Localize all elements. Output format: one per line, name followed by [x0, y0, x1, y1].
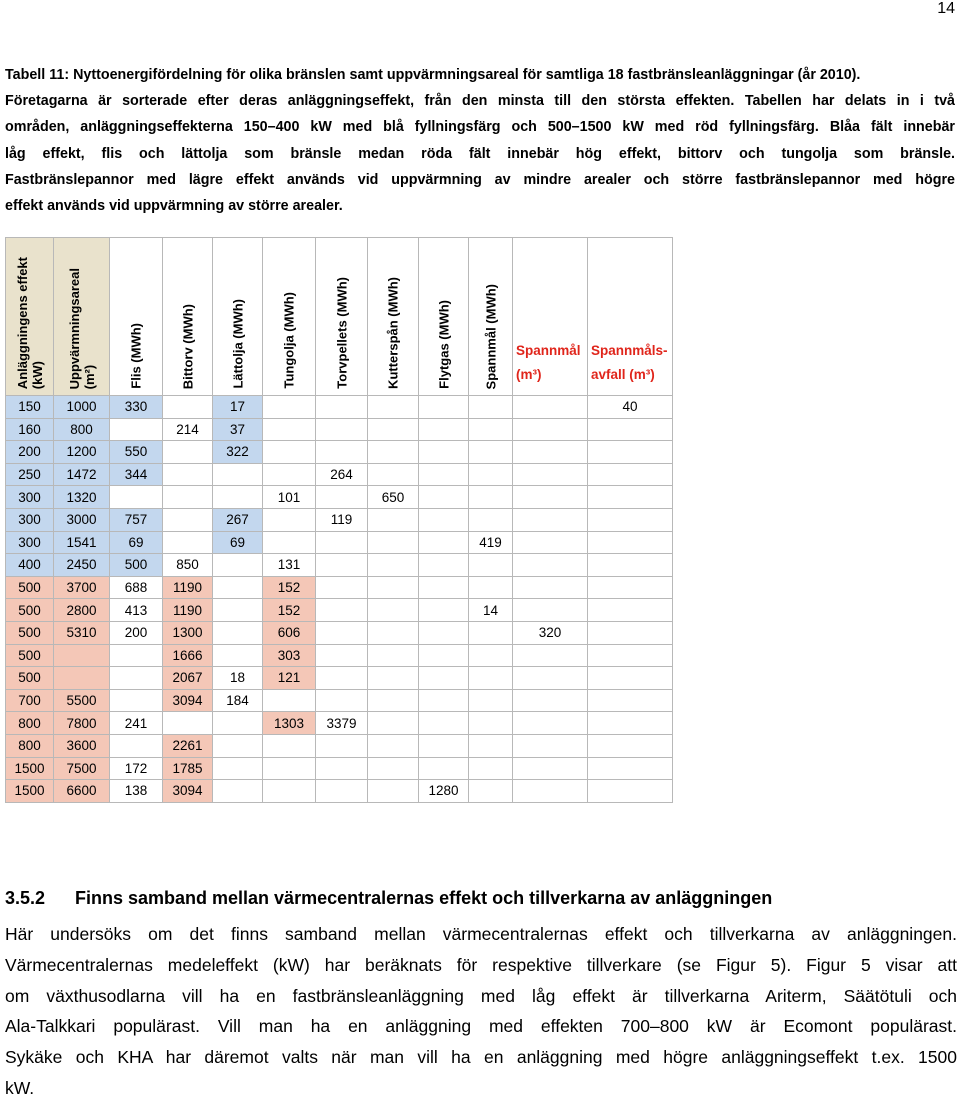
table-cell	[588, 621, 673, 644]
table-cell: 241	[110, 712, 163, 735]
table-cell	[368, 418, 419, 441]
table-cell: 264	[316, 463, 368, 486]
body-line: Värmecentralernas medeleffekt (kW) har beräknats för respektive tillverkare (se Figur 5). Figur 5 visar att	[5, 954, 957, 975]
column-header-line: Tungolja (MWh)	[281, 292, 297, 389]
table-cell: 14	[469, 599, 513, 622]
table-cell	[419, 486, 469, 509]
table-cell	[513, 780, 588, 803]
table-cell	[368, 712, 419, 735]
column-header	[54, 238, 110, 396]
table-cell	[316, 599, 368, 622]
column-header-line: Uppvärmningsareal	[66, 267, 82, 389]
table-cell	[213, 644, 263, 667]
table-cell: 300	[6, 531, 54, 554]
table-cell: 500	[110, 554, 163, 577]
table-cell	[213, 621, 263, 644]
table-cell	[263, 396, 316, 419]
table-row	[6, 531, 673, 554]
energy-distribution-table	[5, 237, 673, 803]
table-cell: 152	[263, 576, 316, 599]
table-cell	[316, 554, 368, 577]
column-header-line: (m³)	[516, 367, 542, 382]
column-header	[368, 238, 419, 396]
table-cell: 300	[6, 508, 54, 531]
table-cell	[419, 689, 469, 712]
table-cell	[588, 757, 673, 780]
table-cell	[513, 554, 588, 577]
table-cell: 1785	[163, 757, 213, 780]
table-row	[6, 780, 673, 803]
table-row	[6, 554, 673, 577]
table-cell	[213, 463, 263, 486]
table-cell	[469, 734, 513, 757]
table-cell	[419, 554, 469, 577]
column-header	[588, 238, 673, 396]
table-cell: 688	[110, 576, 163, 599]
table-cell	[419, 441, 469, 464]
column-header-label	[67, 268, 97, 389]
column-header-label	[282, 292, 297, 389]
table-cell	[469, 441, 513, 464]
table-cell: 131	[263, 554, 316, 577]
page-number: 14	[937, 0, 955, 17]
table-cell: 172	[110, 757, 163, 780]
table-cell	[588, 689, 673, 712]
table-cell: 37	[213, 418, 263, 441]
table-cell	[469, 486, 513, 509]
table-cell	[368, 396, 419, 419]
column-header	[213, 238, 263, 396]
table-cell	[110, 644, 163, 667]
column-header-label	[129, 323, 144, 389]
table-cell	[419, 757, 469, 780]
table-cell	[513, 396, 588, 419]
table-cell	[368, 734, 419, 757]
body-paragraph	[5, 919, 957, 1104]
energy-table-container	[5, 237, 668, 803]
table-cell	[316, 576, 368, 599]
table-cell: 200	[110, 621, 163, 644]
table-cell	[513, 757, 588, 780]
column-header	[110, 238, 163, 396]
table-cell	[316, 418, 368, 441]
table-cell: 152	[263, 599, 316, 622]
table-cell: 3000	[54, 508, 110, 531]
table-cell: 1320	[54, 486, 110, 509]
table-row	[6, 486, 673, 509]
table-cell	[316, 621, 368, 644]
table-cell	[513, 508, 588, 531]
table-cell: 1280	[419, 780, 469, 803]
body-line: om växthusodlarna vill ha en fastbränsleanläggning med låg effekt är tillverkarna Ariterm, Säätötuli och	[5, 985, 957, 1006]
table-cell	[316, 667, 368, 690]
table-cell	[419, 531, 469, 554]
table-cell	[469, 667, 513, 690]
table-row	[6, 757, 673, 780]
table-cell: 101	[263, 486, 316, 509]
table-cell: 550	[110, 441, 163, 464]
column-header	[316, 238, 368, 396]
table-cell	[110, 667, 163, 690]
table-cell	[368, 780, 419, 803]
table-cell	[316, 644, 368, 667]
table-cell	[368, 576, 419, 599]
table-cell	[469, 757, 513, 780]
table-cell: 1666	[163, 644, 213, 667]
table-cell	[316, 734, 368, 757]
table-row	[6, 441, 673, 464]
table-cell	[469, 418, 513, 441]
caption-line: områden, anläggningseffekterna 150–400 kW med blå fyllningsfärg och 500–1500 kW med röd fyllningsfärg. Blåa fält innebär	[5, 119, 955, 136]
table-cell: 322	[213, 441, 263, 464]
table-cell	[588, 418, 673, 441]
table-cell	[110, 734, 163, 757]
column-header-label	[334, 277, 349, 389]
table-cell	[588, 780, 673, 803]
table-row	[6, 599, 673, 622]
table-cell: 757	[110, 508, 163, 531]
table-cell	[513, 667, 588, 690]
table-cell: 3600	[54, 734, 110, 757]
table-cell	[213, 599, 263, 622]
table-row	[6, 644, 673, 667]
column-header-line: Spannmål (MWh)	[483, 283, 498, 389]
table-cell	[163, 463, 213, 486]
caption-line: effekt används vid uppvärmning av större arealer.	[5, 198, 343, 215]
table-cell	[316, 531, 368, 554]
table-cell	[110, 418, 163, 441]
table-cell	[368, 599, 419, 622]
table-row	[6, 418, 673, 441]
table-cell	[316, 689, 368, 712]
table-cell	[513, 531, 588, 554]
table-cell	[469, 576, 513, 599]
table-cell: 700	[6, 689, 54, 712]
table-cell: 650	[368, 486, 419, 509]
table-cell: 2800	[54, 599, 110, 622]
table-cell	[368, 554, 419, 577]
table-cell	[513, 689, 588, 712]
section-number: 3.5.2	[5, 888, 46, 908]
table-cell: 400	[6, 554, 54, 577]
table-cell	[513, 576, 588, 599]
table-cell: 5500	[54, 689, 110, 712]
table-cell	[263, 441, 316, 464]
table-cell	[513, 712, 588, 735]
table-cell	[588, 463, 673, 486]
table-cell	[368, 689, 419, 712]
table-cell	[163, 508, 213, 531]
table-cell: 500	[6, 599, 54, 622]
column-header-line: Bittorv (MWh)	[180, 303, 195, 389]
column-header-line: Flytgas (MWh)	[436, 300, 451, 389]
table-cell	[469, 712, 513, 735]
table-cell	[213, 780, 263, 803]
table-cell	[316, 441, 368, 464]
caption-line: Fastbränslepannor med lägre effekt används vid uppvärmning av mindre arealer och större fastbränslepannor med högre	[5, 171, 955, 188]
table-cell: 214	[163, 418, 213, 441]
table-cell	[588, 734, 673, 757]
table-row	[6, 621, 673, 644]
table-row	[6, 689, 673, 712]
table-cell	[588, 712, 673, 735]
table-row	[6, 576, 673, 599]
column-header	[513, 238, 588, 396]
table-cell: 500	[6, 644, 54, 667]
table-cell	[469, 644, 513, 667]
section-heading	[5, 888, 772, 909]
table-cell	[469, 554, 513, 577]
column-header-line: (kW)	[29, 360, 45, 389]
column-header-label	[436, 300, 451, 389]
column-header	[419, 238, 469, 396]
column-header-label	[386, 277, 401, 389]
column-header-label	[15, 257, 45, 389]
column-header-line: Flis (MWh)	[128, 323, 144, 389]
table-cell	[263, 734, 316, 757]
table-cell	[163, 441, 213, 464]
table-cell: 1500	[6, 780, 54, 803]
table-cell: 800	[54, 418, 110, 441]
table-cell	[163, 531, 213, 554]
table-cell: 184	[213, 689, 263, 712]
table-cell	[54, 644, 110, 667]
table-cell: 606	[263, 621, 316, 644]
table-cell: 1541	[54, 531, 110, 554]
column-header-line: (m²)	[81, 364, 97, 389]
table-cell: 850	[163, 554, 213, 577]
column-header-label	[516, 339, 581, 387]
table-cell: 1190	[163, 599, 213, 622]
table-cell	[513, 486, 588, 509]
table-cell: 160	[6, 418, 54, 441]
table-cell	[368, 644, 419, 667]
table-cell: 1000	[54, 396, 110, 419]
table-row	[6, 396, 673, 419]
table-cell: 267	[213, 508, 263, 531]
table-row	[6, 667, 673, 690]
column-header-line: Lättolja (MWh)	[230, 299, 245, 389]
body-line: kW.	[5, 1077, 35, 1098]
table-cell: 300	[6, 486, 54, 509]
column-header-line: Kutterspån (MWh)	[385, 277, 401, 389]
table-cell	[368, 508, 419, 531]
table-cell	[469, 621, 513, 644]
table-cell	[213, 757, 263, 780]
table-cell: 500	[6, 621, 54, 644]
table-cell	[469, 508, 513, 531]
table-cell	[588, 531, 673, 554]
table-cell	[469, 396, 513, 419]
table-cell	[263, 689, 316, 712]
table-cell	[469, 780, 513, 803]
table-cell: 3094	[163, 689, 213, 712]
body-line: Sykäke och KHA har däremot valts när man vill ha en anläggning med högre anläggningseffekt t.ex. 1500	[5, 1047, 957, 1068]
table-cell	[368, 463, 419, 486]
table-cell	[513, 644, 588, 667]
table-cell: 419	[469, 531, 513, 554]
table-cell	[588, 599, 673, 622]
column-header	[469, 238, 513, 396]
table-cell	[419, 508, 469, 531]
table-cell	[513, 441, 588, 464]
column-header	[6, 238, 54, 396]
table-cell	[213, 576, 263, 599]
column-header-label	[591, 339, 668, 387]
table-row	[6, 463, 673, 486]
table-cell	[368, 621, 419, 644]
table-cell: 1200	[54, 441, 110, 464]
table-cell: 250	[6, 463, 54, 486]
column-header-line: Spannmål	[516, 343, 581, 358]
table-cell	[368, 667, 419, 690]
table-cell	[513, 599, 588, 622]
table-cell: 200	[6, 441, 54, 464]
table-cell: 1500	[6, 757, 54, 780]
table-cell	[419, 621, 469, 644]
table-cell: 40	[588, 396, 673, 419]
table-cell	[419, 418, 469, 441]
table-cell	[588, 667, 673, 690]
table-cell	[316, 396, 368, 419]
table-cell	[588, 644, 673, 667]
table-cell: 5310	[54, 621, 110, 644]
table-cell: 150	[6, 396, 54, 419]
table-cell	[513, 418, 588, 441]
table-cell: 69	[110, 531, 163, 554]
table-cell: 500	[6, 667, 54, 690]
table-cell: 121	[263, 667, 316, 690]
table-body	[6, 396, 673, 803]
table-cell: 2450	[54, 554, 110, 577]
table-cell: 3700	[54, 576, 110, 599]
table-cell: 413	[110, 599, 163, 622]
column-header-label	[180, 304, 195, 389]
table-cell: 1472	[54, 463, 110, 486]
caption-line: Tabell 11: Nyttoenergifördelning för olika bränslen samt uppvärmningsareal för samtliga 18 fastbränsleanläggningar (år 2010).	[5, 67, 861, 83]
table-cell: 69	[213, 531, 263, 554]
table-cell	[316, 780, 368, 803]
column-header-line: Spannmåls-	[591, 343, 668, 358]
table-cell	[263, 463, 316, 486]
table-cell	[419, 644, 469, 667]
table-cell	[419, 667, 469, 690]
section-title: Finns samband mellan värmecentralernas effekt och tillverkarna av anläggningen	[75, 888, 773, 908]
table-cell	[110, 689, 163, 712]
table-header-row	[6, 238, 673, 396]
table-cell	[588, 441, 673, 464]
table-cell	[419, 396, 469, 419]
table-cell	[263, 780, 316, 803]
body-line: Ala-Talkkari populärast. Vill man ha en anläggning med effekten 700–800 kW är Ecomont populärast.	[5, 1016, 957, 1037]
column-header-label	[230, 299, 245, 389]
table-cell	[419, 712, 469, 735]
table-cell: 119	[316, 508, 368, 531]
table-cell: 138	[110, 780, 163, 803]
table-cell	[263, 418, 316, 441]
table-cell	[513, 734, 588, 757]
table-cell	[513, 463, 588, 486]
table-cell	[110, 486, 163, 509]
table-cell	[419, 463, 469, 486]
table-cell: 17	[213, 396, 263, 419]
table-cell	[316, 757, 368, 780]
table-cell: 18	[213, 667, 263, 690]
table-cell	[419, 576, 469, 599]
table-cell: 7500	[54, 757, 110, 780]
table-cell: 330	[110, 396, 163, 419]
table-cell	[368, 441, 419, 464]
table-cell	[316, 486, 368, 509]
table-cell	[588, 576, 673, 599]
table-cell	[163, 486, 213, 509]
table-cell	[163, 396, 213, 419]
table-cell	[213, 486, 263, 509]
table-row	[6, 734, 673, 757]
table-cell	[213, 554, 263, 577]
table-cell	[368, 757, 419, 780]
table-cell: 3379	[316, 712, 368, 735]
table-cell	[469, 689, 513, 712]
table-cell: 2067	[163, 667, 213, 690]
table-row	[6, 508, 673, 531]
table-cell: 2261	[163, 734, 213, 757]
table-cell	[263, 757, 316, 780]
table-cell	[588, 554, 673, 577]
table-cell	[419, 734, 469, 757]
column-header-line: Anläggningens effekt	[14, 256, 30, 389]
table-cell	[419, 599, 469, 622]
table-caption	[5, 62, 955, 219]
table-cell	[213, 712, 263, 735]
table-cell	[213, 734, 263, 757]
table-cell: 344	[110, 463, 163, 486]
table-cell	[588, 486, 673, 509]
table-cell: 1300	[163, 621, 213, 644]
table-cell: 320	[513, 621, 588, 644]
table-cell: 303	[263, 644, 316, 667]
table-cell: 800	[6, 734, 54, 757]
table-cell: 1190	[163, 576, 213, 599]
table-cell: 3094	[163, 780, 213, 803]
table-cell	[263, 531, 316, 554]
table-cell	[588, 508, 673, 531]
body-line: Här undersöks om det finns samband mellan värmecentralernas effekt och tillverkarna av anläggningen.	[5, 924, 957, 944]
column-header	[163, 238, 213, 396]
column-header-label	[483, 284, 498, 389]
table-row	[6, 712, 673, 735]
column-header-line: avfall (m³)	[591, 367, 655, 382]
table-cell: 500	[6, 576, 54, 599]
table-cell: 6600	[54, 780, 110, 803]
table-cell	[54, 667, 110, 690]
table-cell	[469, 463, 513, 486]
table-cell: 7800	[54, 712, 110, 735]
column-header	[263, 238, 316, 396]
column-header-line: Torvpellets (MWh)	[334, 277, 349, 389]
table-cell	[263, 508, 316, 531]
caption-line: låg effekt, flis och lättolja som bränsle medan röda fält innebär hög effekt, bittorv och tungolja som bränsle.	[5, 145, 955, 162]
caption-line: Företagarna är sorterade efter deras anläggningseffekt, från den minsta till den största effekten. Tabellen har delats in i två	[5, 93, 955, 110]
table-cell	[163, 712, 213, 735]
table-cell: 800	[6, 712, 54, 735]
table-cell	[368, 531, 419, 554]
table-cell: 1303	[263, 712, 316, 735]
